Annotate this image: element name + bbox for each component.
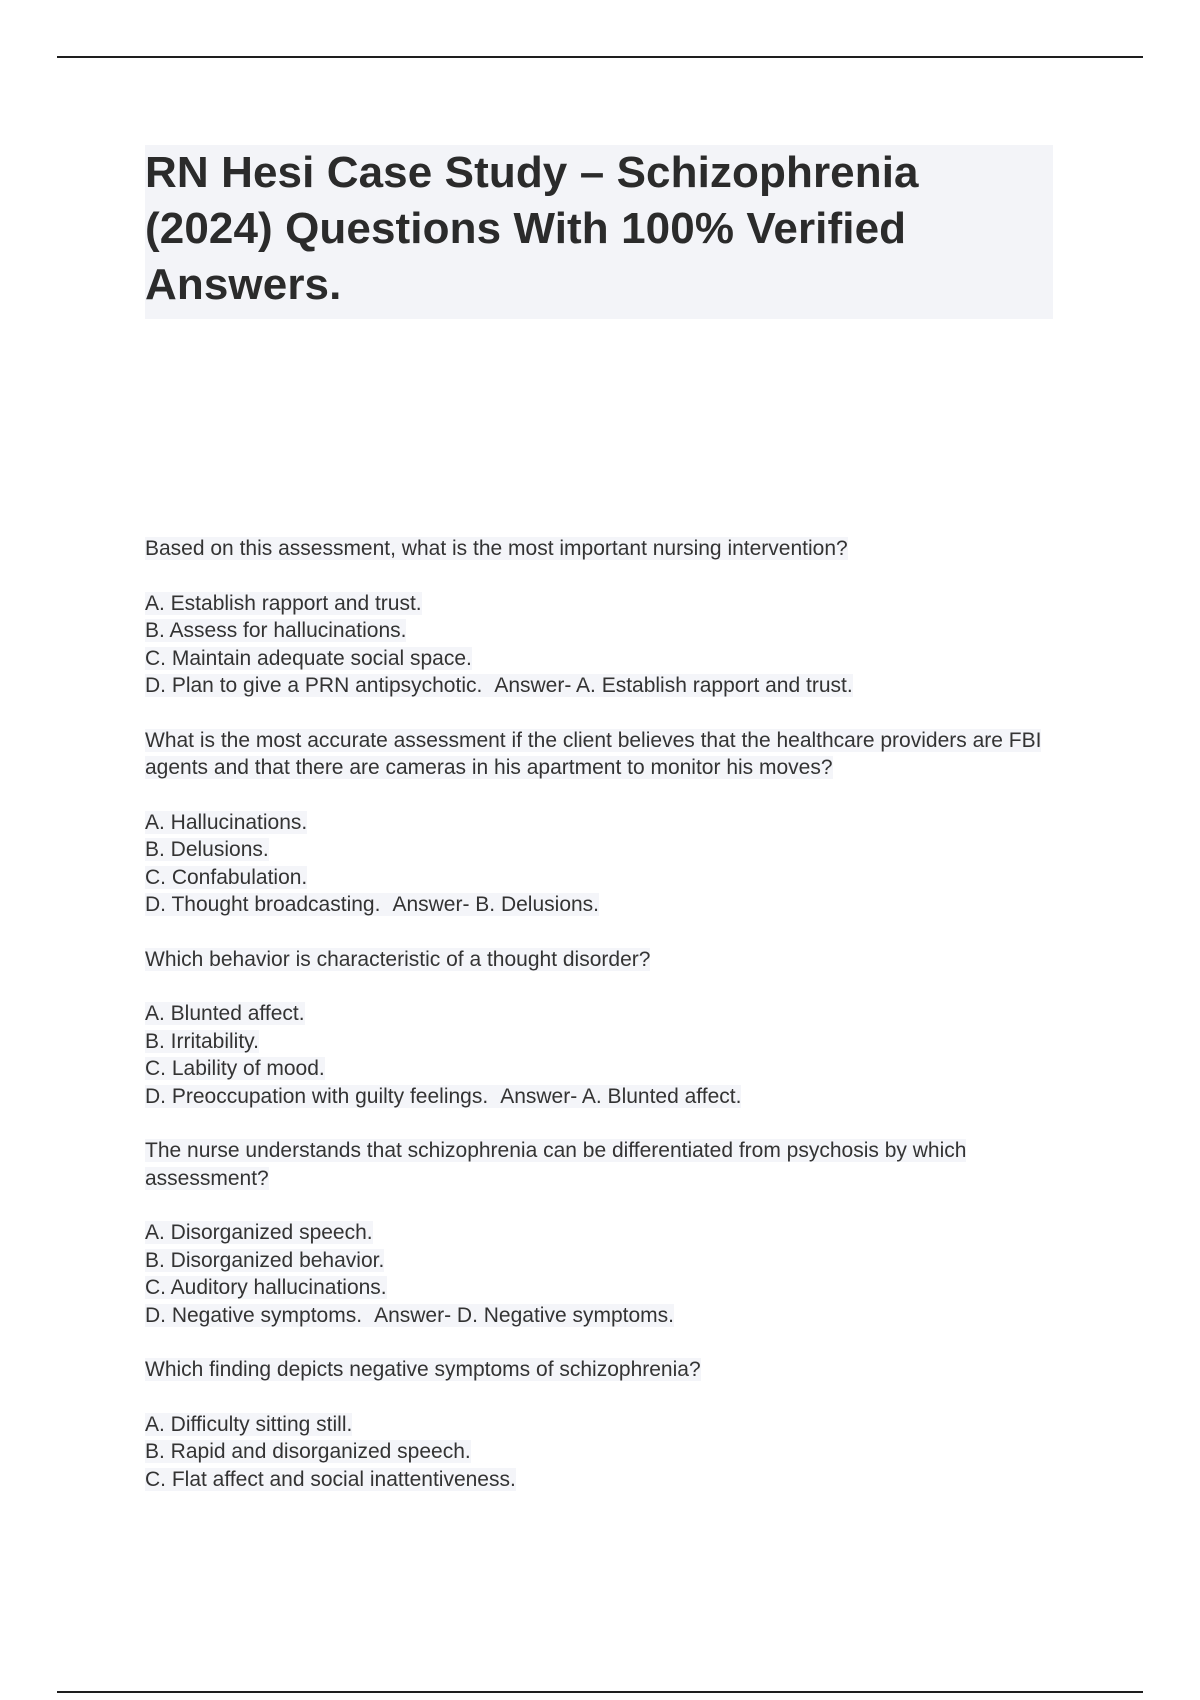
question-prompt: Which behavior is characteristic of a thought disorder? xyxy=(145,947,651,971)
question-item xyxy=(145,946,1045,1111)
option-item: C. Maintain adequate social space. xyxy=(145,646,472,670)
option-list xyxy=(145,809,1045,919)
option-item: A. Difficulty sitting still. xyxy=(145,1412,353,1436)
option-item: B. Rapid and disorganized speech. xyxy=(145,1440,471,1463)
option-item: A. Hallucinations. xyxy=(145,810,308,834)
option-item: C. Auditory hallucinations. xyxy=(145,1276,387,1299)
option-list xyxy=(145,1000,1045,1110)
option-item: B. Assess for hallucinations. xyxy=(145,619,407,642)
question-prompt: Based on this assessment, what is the most important nursing intervention? xyxy=(145,537,848,560)
answer-text: Answer- A. Establish rapport and trust. xyxy=(494,674,853,697)
answer-text: Answer- D. Negative symptoms. xyxy=(374,1303,674,1327)
option-item: D. Negative symptoms. Answer- D. Negative symptoms. xyxy=(145,1303,674,1327)
option-item: D. Preoccupation with guilty feelings. Answer- A. Blunted affect. xyxy=(145,1084,742,1108)
question-item xyxy=(145,535,1045,700)
option-list xyxy=(145,1219,1045,1329)
option-item: D. Thought broadcasting. Answer- B. Delusions. xyxy=(145,893,600,916)
option-item: A. Disorganized speech. xyxy=(145,1221,373,1244)
page-title: RN Hesi Case Study – Schizophrenia (2024) Questions With 100% Verified Answers. xyxy=(145,148,919,309)
option-item: A. Establish rapport and trust. xyxy=(145,591,422,615)
answer-text: Answer- A. Blunted affect. xyxy=(500,1084,742,1108)
question-list xyxy=(145,535,1045,1520)
bottom-rule xyxy=(57,1691,1143,1693)
question-item xyxy=(145,1356,1045,1493)
question-prompt: What is the most accurate assessment if the client believes that the healthcare providers are FBI agents and that there are cameras in his apartment to monitor his moves? xyxy=(145,728,1042,779)
option-list xyxy=(145,1411,1045,1494)
option-item: B. Disorganized behavior. xyxy=(145,1248,385,1272)
option-item: C. Flat affect and social inattentiveness. xyxy=(145,1467,516,1491)
option-item: B. Delusions. xyxy=(145,838,269,861)
option-item: D. Plan to give a PRN antipsychotic. Answer- A. Establish rapport and trust. xyxy=(145,674,853,697)
option-item: C. Confabulation. xyxy=(145,865,308,889)
option-list xyxy=(145,590,1045,700)
option-item: A. Blunted affect. xyxy=(145,1002,305,1025)
title-block xyxy=(145,145,1053,319)
top-rule xyxy=(57,56,1143,58)
option-item: B. Irritability. xyxy=(145,1029,259,1053)
question-prompt: Which finding depicts negative symptoms of schizophrenia? xyxy=(145,1358,701,1381)
answer-text: Answer- B. Delusions. xyxy=(392,893,600,916)
option-item: C. Lability of mood. xyxy=(145,1057,325,1080)
question-item xyxy=(145,727,1045,919)
question-prompt: The nurse understands that schizophrenia can be differentiated from psychosis by which assessment? xyxy=(145,1139,967,1190)
question-item xyxy=(145,1137,1045,1329)
